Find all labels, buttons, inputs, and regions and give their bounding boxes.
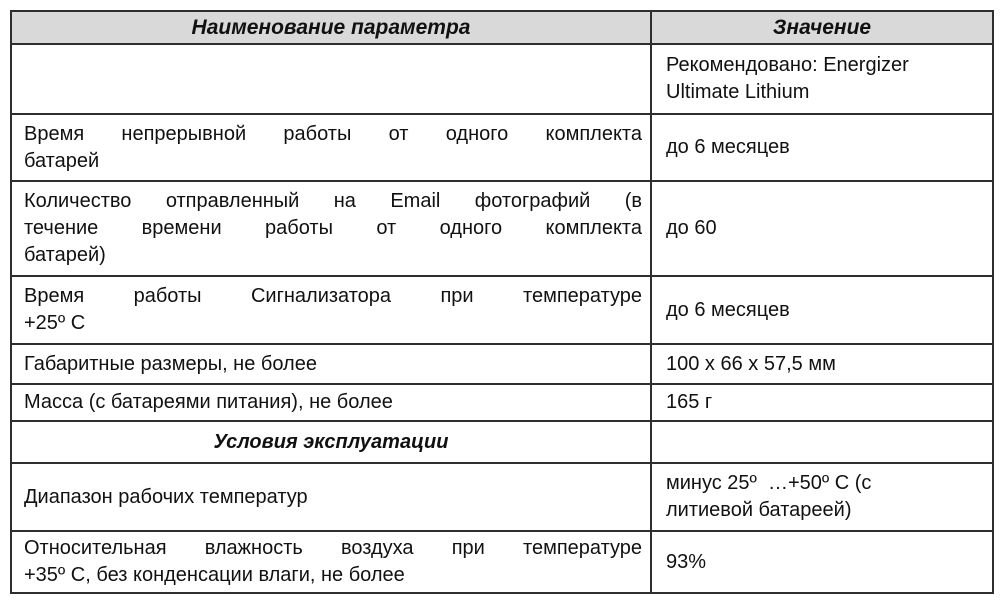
param-value-cell [651, 384, 993, 421]
table-row-email-photos-count [11, 181, 993, 276]
table-row-continuous-work-time [11, 114, 993, 181]
table-row-section-operating-conditions [11, 421, 993, 463]
param-name-cell [11, 276, 651, 344]
param-value-text: до 6 месяцев [666, 298, 790, 321]
table-row-work-time-at-25c [11, 276, 993, 344]
table-header-row [11, 11, 993, 44]
param-value-cell [651, 421, 993, 463]
table-row-weight [11, 384, 993, 421]
param-value-cell [651, 44, 993, 114]
spec-table [10, 10, 994, 594]
table-row-relative-humidity [11, 531, 993, 593]
param-name-cell [11, 344, 651, 384]
param-name-text: Диапазон рабочих температур [24, 485, 308, 508]
param-name-cell [11, 384, 651, 421]
param-value-cell [651, 181, 993, 276]
param-name-cell [11, 114, 651, 181]
table-row-dimensions [11, 344, 993, 384]
param-value-text: до 60 [666, 217, 717, 239]
param-name-text: Габаритные размеры, не более [24, 352, 317, 375]
param-value-cell [651, 114, 993, 181]
param-value-cell [651, 276, 993, 344]
param-name-text: Масса (с батареями питания), не более [24, 391, 393, 413]
param-name-text: Время непрерывной работы от одного комплекта батарей [24, 122, 642, 172]
section-title: Условия эксплуатации [11, 421, 651, 463]
param-name-cell [11, 44, 651, 114]
param-value-cell [651, 344, 993, 384]
header-parameter-name: Наименование параметра [11, 11, 651, 44]
table-row-temperature-range [11, 463, 993, 531]
param-value-text: Рекомендовано: Energizer Ultimate Lithium [666, 54, 909, 103]
param-value-cell [651, 463, 993, 531]
param-value-cell [651, 531, 993, 593]
param-name-cell [11, 531, 651, 593]
param-value-text: 165 г [666, 391, 713, 413]
param-name-cell [11, 463, 651, 531]
table-row-battery-recommendation [11, 44, 993, 114]
param-name-text: Относительная влажность воздуха при температуре +35º С, без конденсации влаги, не более [24, 537, 642, 586]
param-value-text: 100 х 66 х 57,5 мм [666, 352, 836, 375]
param-value-text: 93% [666, 550, 707, 573]
param-name-text: Количество отправленный на Email фотографий (в течение времени работы от одного комплекта батарей) [24, 190, 642, 266]
header-value: Значение [651, 11, 993, 44]
param-value-text: до 6 месяцев [666, 136, 790, 158]
param-value-text: минус 25º …+50º С (с литиевой батареей) [666, 472, 872, 521]
param-name-text: Время работы Сигнализатора при температуре +25º С [24, 285, 642, 334]
param-name-cell [11, 181, 651, 276]
